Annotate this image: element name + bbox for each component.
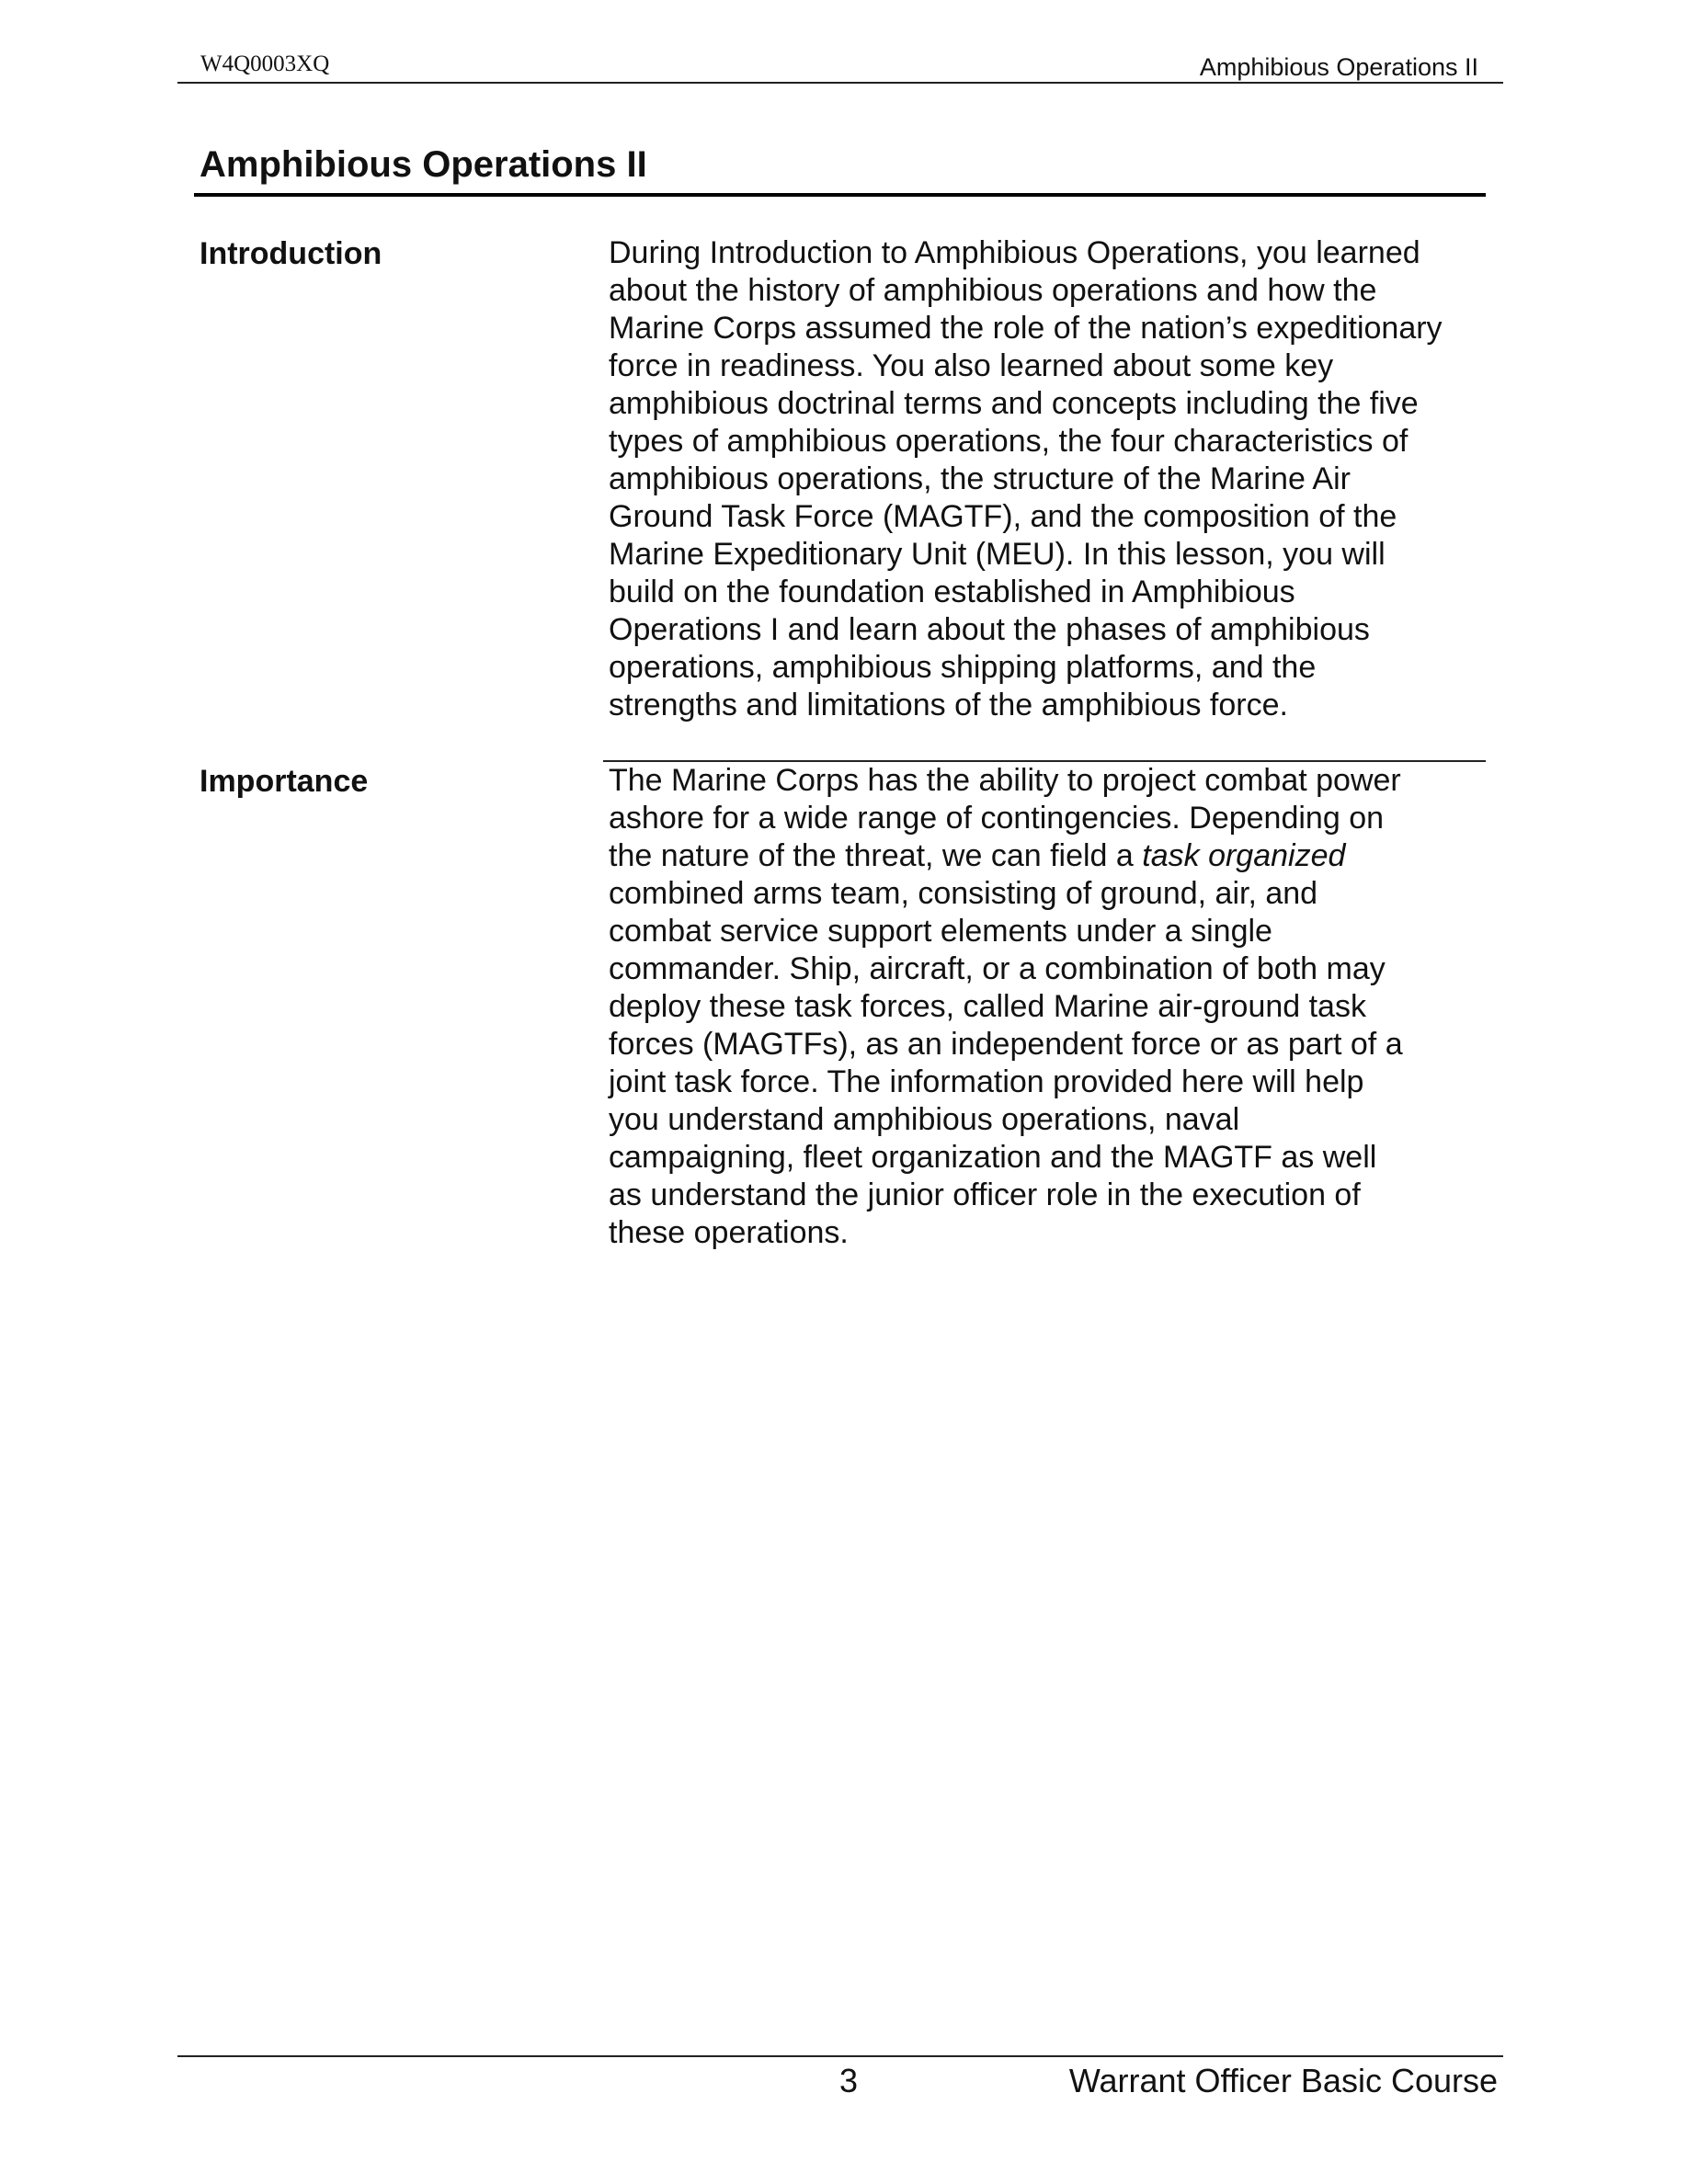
text-line: Marine Corps assumed the role of the nation’s expeditionary [609,311,1443,346]
document-code: W4Q0003XQ [200,51,330,76]
text-line: strengths and limitations of the amphibious force. [609,688,1288,722]
text-line: amphibious operations, the structure of the Marine Air [609,461,1351,496]
page-title: Amphibious Operations II [200,144,647,185]
importance-label: Importance [200,764,369,799]
text-line: force in readiness. You also learned about some key [609,348,1334,383]
page-number: 3 [839,2062,859,2099]
text-line: Marine Expeditionary Unit (MEU). In this lesson, you will [609,537,1386,572]
text-line: Operations I and learn about the phases of amphibious [609,612,1370,647]
text-line: types of amphibious operations, the four characteristics of [609,424,1409,459]
introduction-label: Introduction [200,236,382,271]
text-line: amphibious doctrinal terms and concepts including the five [609,386,1419,421]
text-line: During Introduction to Amphibious Operations, you learned [609,235,1420,270]
text-line: operations, amphibious shipping platforms, and the [609,650,1317,685]
text-line: about the history of amphibious operations and how the [609,273,1377,308]
text-line: build on the foundation established in Amphibious [609,574,1295,609]
running-title: Amphibious Operations II [1199,53,1478,81]
text-after-emphasis: combined arms team, consisting of ground, air, and combat service support elements under a single commander. Ship, aircraft, or a combination of both may deploy these task forces, called Marine air-ground task forces (MAGTFs), as an independent force or as part of a joint task force. The information provided here will help you understand amphibious operations, naval campaigning, fleet organization and the MAGTF as well as understand the junior officer role in the execution of these operations. [609,876,1403,1250]
emphasized-term: task organized [1142,838,1346,873]
header-divider [177,82,1503,84]
text-before-emphasis: The Marine Corps has the ability to project combat power ashore for a wide range of contingencies. Depending on the nature of the threat, we can field a [609,763,1401,873]
title-underline [194,193,1486,197]
text-line: Ground Task Force (MAGTF), and the composition of the [609,499,1397,534]
footer-divider [177,2055,1503,2057]
importance-text [609,762,1491,1252]
course-name: Warrant Officer Basic Course [1068,2062,1498,2099]
introduction-text [609,234,1491,724]
